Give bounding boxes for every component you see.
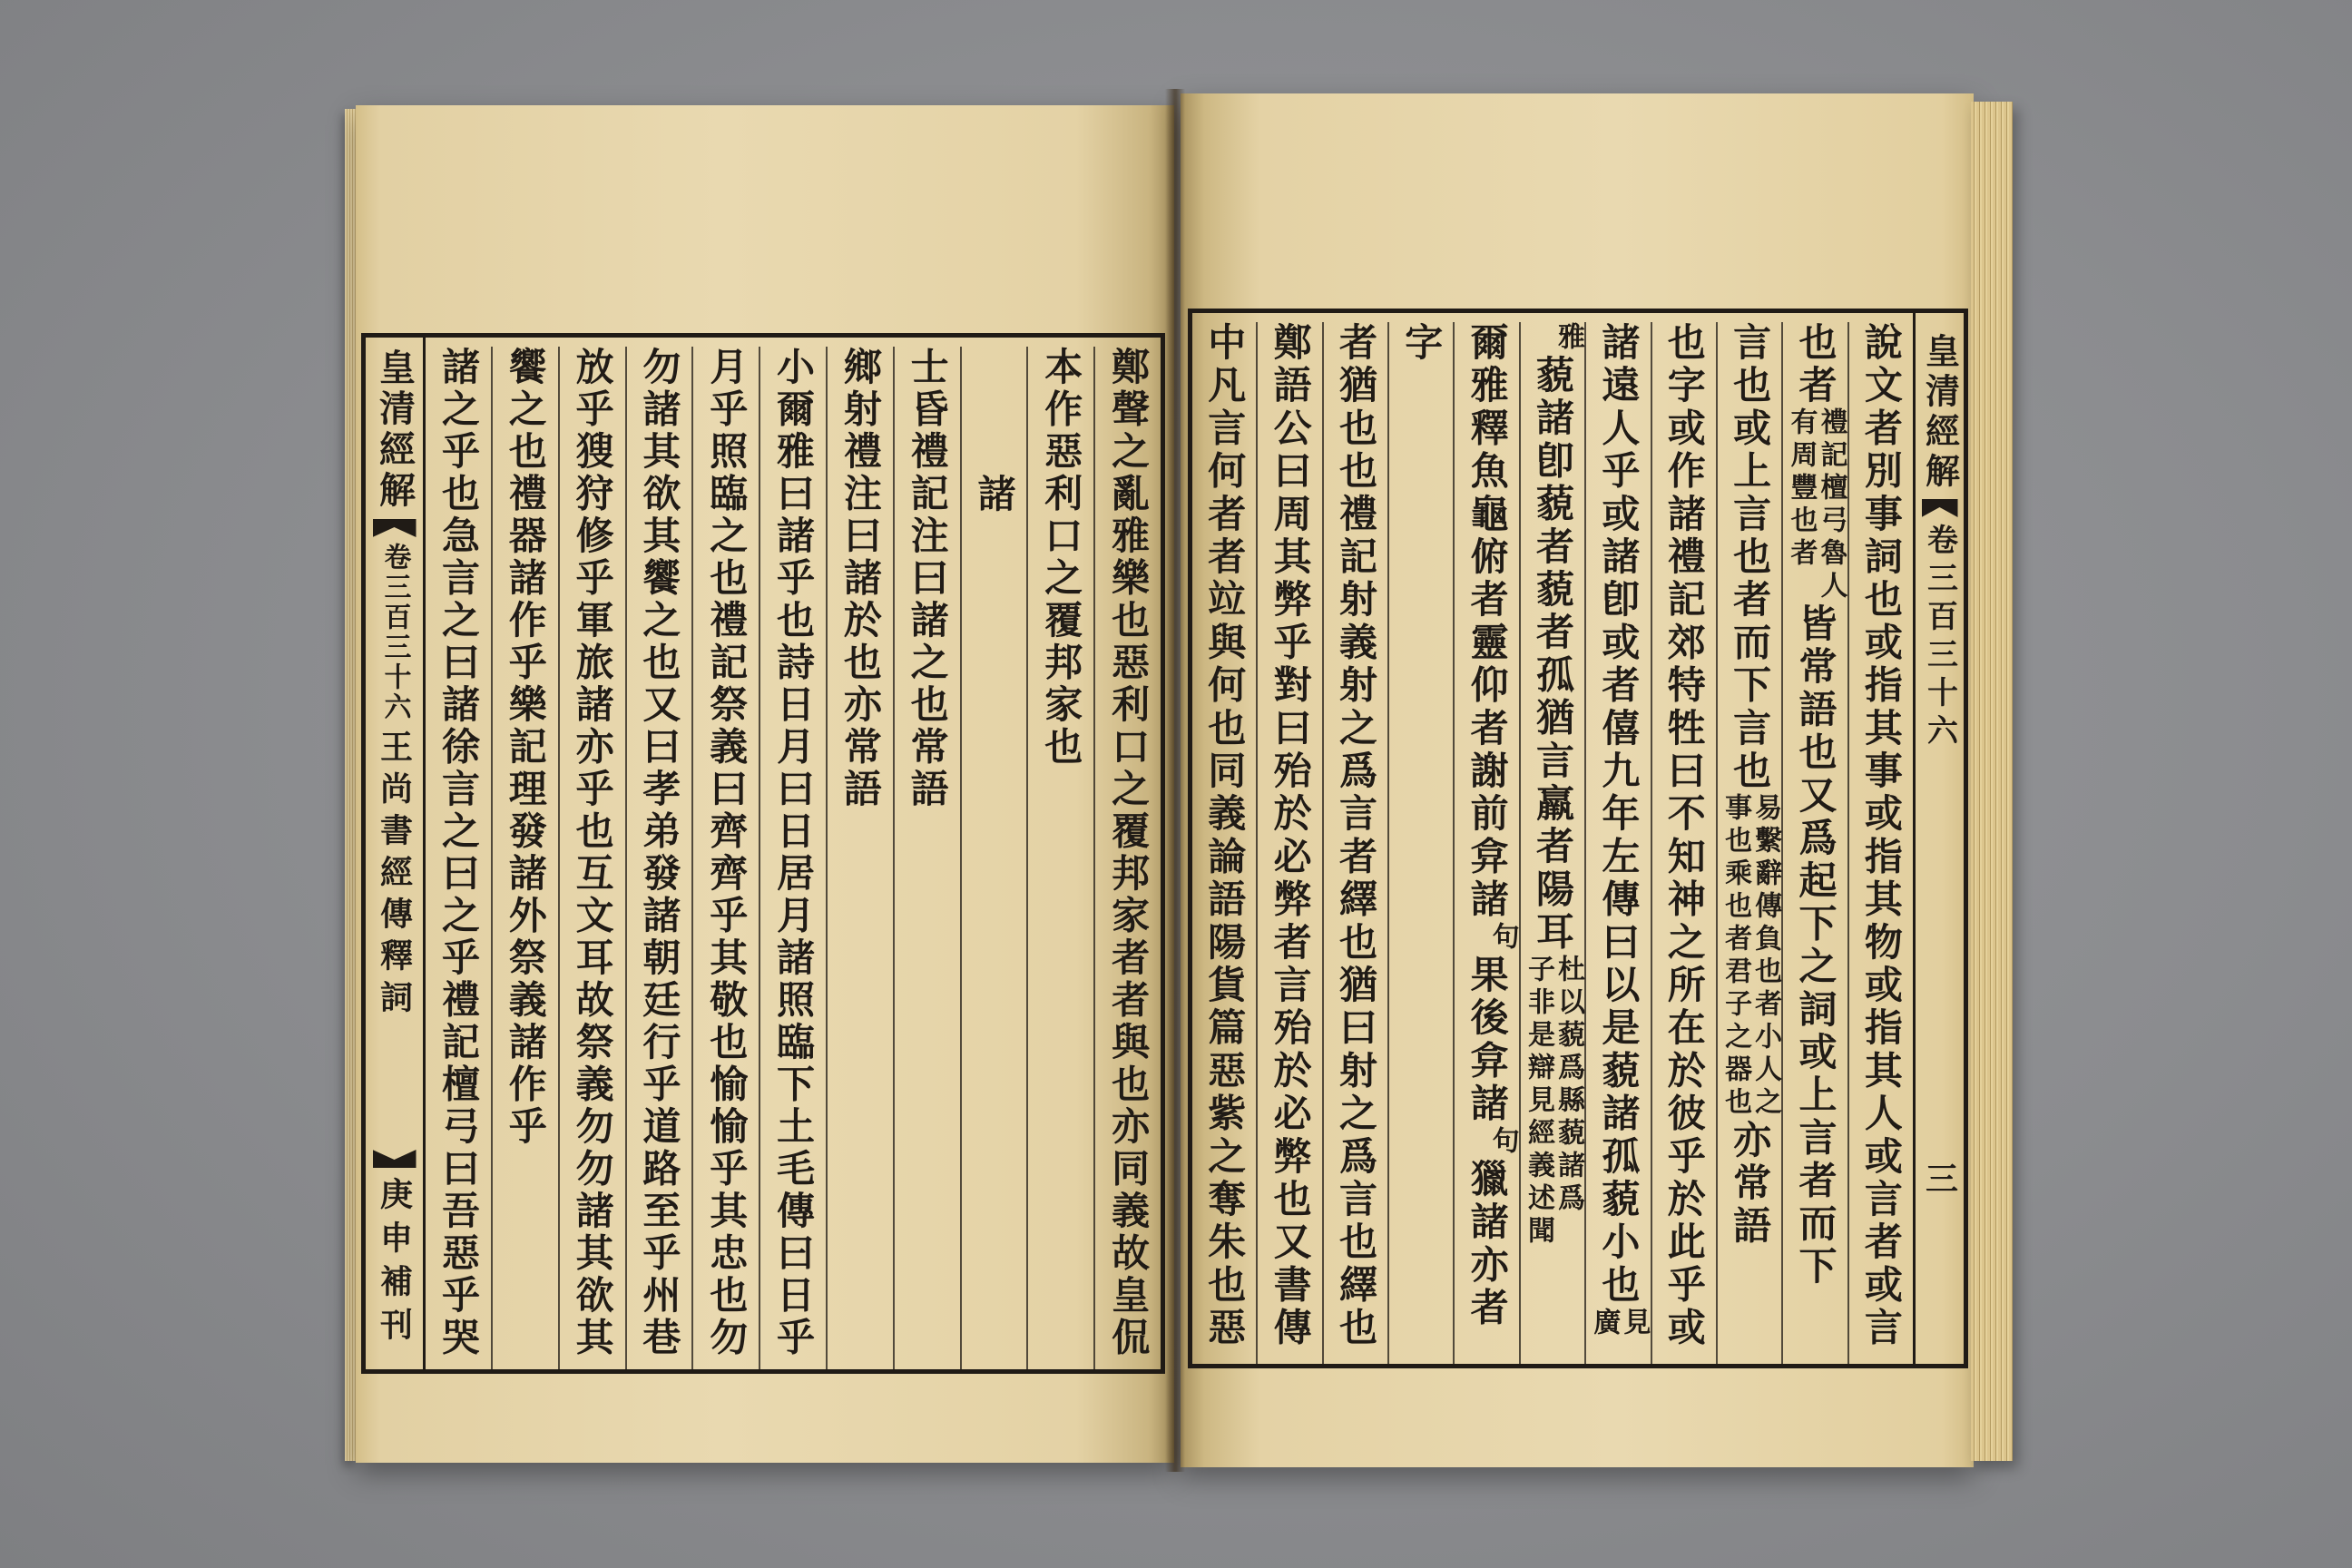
note-right-line: 禮記檀弓魯人 xyxy=(1815,407,1847,604)
main-text: 鄭聲之亂雅樂也惡利口之覆邦家者者與也亦同義故皇侃 xyxy=(1106,347,1152,1359)
main-text: 小爾雅曰諸乎也詩日月曰日居月諸照臨下土毛傳曰日乎 xyxy=(771,347,817,1359)
left-page-text-columns xyxy=(426,338,1161,1369)
banxin-volume: 卷三百三十六 xyxy=(1921,524,1958,752)
interlinear-note xyxy=(1524,322,1585,355)
text-column xyxy=(1847,322,1913,1364)
main-text: 獵諸亦者 xyxy=(1465,1158,1510,1330)
main-text: 勿諸其欲其饗之也又曰孝弟發諸朝廷行乎道路至乎州巷 xyxy=(637,347,682,1359)
note-right-line: 雅 xyxy=(1553,322,1585,355)
text-column xyxy=(893,347,960,1369)
main-text: 放乎獀狩修乎軍旅諸亦乎也互文耳故祭義勿勿諸其欲其 xyxy=(570,347,615,1359)
text-column xyxy=(491,347,558,1369)
main-text: 本作惡利口之覆邦家也 xyxy=(1039,347,1084,769)
main-text: 字 xyxy=(1399,322,1445,366)
interlinear-note xyxy=(1785,407,1847,604)
text-column xyxy=(960,347,1027,1369)
main-text: 中凡言何者者竝與何也同義論語陽貨篇惡紫之奪朱也惡 xyxy=(1202,322,1248,1350)
main-text: 藐諸卽藐者藐者孤猶言羸者陽耳 xyxy=(1531,355,1576,955)
text-column xyxy=(1322,322,1387,1364)
text-column xyxy=(1387,322,1453,1364)
banxin-subtitle: 王尚書經傳釋詞 xyxy=(375,730,414,1022)
note-right-line: 易繫辭傳負也者小人之 xyxy=(1749,793,1782,1121)
main-text: 月乎照臨之也禮記祭義曰齊齊乎其敬也愉愉乎其忠也勿 xyxy=(704,347,750,1359)
interlinear-note xyxy=(1523,954,1585,1249)
text-column xyxy=(1093,347,1161,1369)
text-column xyxy=(426,347,491,1369)
main-text: 說文者別事詞也或指其事或指其物或指其人或言者或言 xyxy=(1858,322,1904,1350)
interlinear-note xyxy=(1588,1307,1651,1340)
main-text: 也字或作諸禮記郊特牲曰不知神之所在於彼乎於此乎或 xyxy=(1661,322,1707,1350)
main-text: 爾雅釋魚龜俯者靈仰者謝前弇諸 xyxy=(1465,322,1510,922)
main-text: 者猶也也禮記射義射之爲言者繹也猶曰射之爲言也繹也 xyxy=(1333,322,1378,1350)
note-left-line: 子非是辯見經義述聞 xyxy=(1523,954,1555,1249)
left-banxin xyxy=(366,338,426,1369)
note-right-line: 杜以藐爲縣藐諸爲 xyxy=(1553,954,1585,1216)
text-column xyxy=(558,347,625,1369)
right-page-frame xyxy=(1188,309,1968,1368)
main-text: 士昏禮記注曰諸之也常語 xyxy=(905,347,950,811)
text-column xyxy=(625,347,692,1369)
text-column xyxy=(1781,322,1847,1364)
text-column xyxy=(1453,322,1518,1364)
right-page-text-columns xyxy=(1192,313,1913,1364)
leaf-number: 三 xyxy=(1920,1161,1959,1194)
note-left-line: 有周豐也者 xyxy=(1785,407,1818,572)
main-text: 皆常語也又爲起下之詞或上言者而下 xyxy=(1793,603,1838,1289)
banxin-volume: 卷三百三十六 xyxy=(378,543,411,722)
text-column xyxy=(1584,322,1650,1364)
text-column xyxy=(1716,322,1781,1364)
main-text: 果後弇諸 xyxy=(1465,954,1510,1126)
right-page xyxy=(1181,93,1974,1467)
left-page-frame xyxy=(361,333,1165,1374)
note-right-line: 句 xyxy=(1486,1125,1519,1159)
text-column xyxy=(1026,347,1093,1369)
main-text: 諸遠人乎或諸卽或者僖九年左傳曰以是藐諸孤藐小也 xyxy=(1596,322,1642,1308)
note-right-line: 見 xyxy=(1618,1307,1651,1340)
main-text: 鄉射禮注曰諸於也亦常語 xyxy=(838,347,883,811)
text-column xyxy=(691,347,759,1369)
main-text: 也者 xyxy=(1793,322,1838,408)
main-text: 饗之也禮器諸作乎樂記理發諸外祭義諸作乎 xyxy=(503,347,548,1149)
main-text: 鄭語公曰周其弊乎對曰殆於必弊者言殆於必弊也又書傳 xyxy=(1268,322,1313,1350)
interlinear-note xyxy=(1720,793,1782,1121)
banxin-title: 皇清經解 xyxy=(373,348,416,512)
note-left-line: 事也乘也者君子之器也 xyxy=(1720,793,1752,1121)
text-column xyxy=(1651,322,1716,1364)
main-text: 言也或上言也者而下言也 xyxy=(1728,322,1773,794)
lower-fishtail-mark xyxy=(373,1150,416,1168)
left-page xyxy=(356,105,1174,1463)
right-banxin xyxy=(1913,313,1964,1364)
text-column xyxy=(759,347,826,1369)
main-text: 諸之乎也急言之曰諸徐言之曰之乎禮記檀弓曰吾惡乎哭 xyxy=(436,347,481,1359)
note-left-line: 廣 xyxy=(1588,1307,1621,1340)
banxin-colophon: 庚申補刊 xyxy=(375,1177,414,1351)
right-page-edge-stack xyxy=(1971,102,2013,1461)
note-right-line: 句 xyxy=(1486,921,1519,955)
text-column xyxy=(1256,322,1321,1364)
interlinear-note xyxy=(1458,1125,1519,1159)
upper-fishtail-mark xyxy=(1922,499,1958,517)
main-text: 亦常語 xyxy=(1728,1120,1773,1249)
text-column xyxy=(1519,322,1584,1364)
interlinear-note xyxy=(1458,921,1519,955)
text-column xyxy=(1192,322,1256,1364)
book-gutter-shadow xyxy=(1165,89,1185,1472)
upper-fishtail-mark xyxy=(373,519,416,537)
text-column xyxy=(826,347,893,1369)
banxin-title: 皇清經解 xyxy=(1919,333,1961,493)
entry-heading: 諸 xyxy=(972,473,1017,515)
